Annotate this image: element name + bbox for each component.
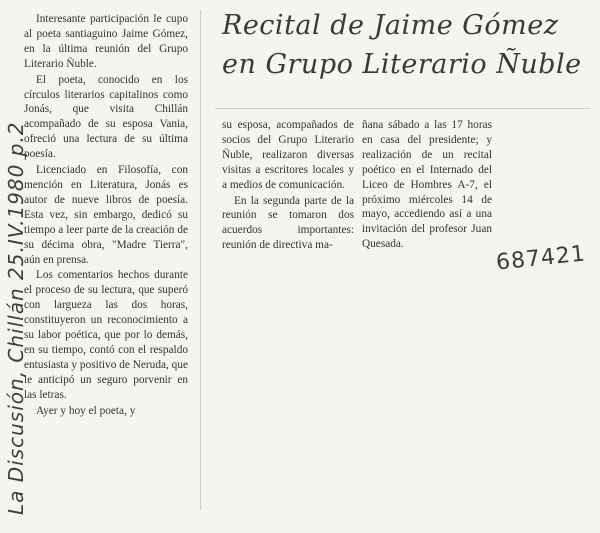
headline: Recital de Jaime Gómez en Grupo Literario Ñuble [222,10,582,81]
paragraph: Los comentarios hechos durante el proceso de su lectura, que superó con largueza las dos horas, constituyeron un reconocimiento a su labor poética, que por lo demás, en su tiempo, contó con el respaldo entusiasta y positivo de Neruda, que le anticipó un seguro porvenir en las letras. [24,269,188,401]
paragraph: Ayer y hoy el poeta, y [36,404,136,417]
handwritten-catalog-number: 687421 [494,241,588,276]
paragraph: su esposa, acompañados de socios del Grupo Literario Ñuble, realizaron diversas visitas a escritores locales y a medios de comunicación. [222,119,354,191]
paragraph: En la segunda parte de la reunión se tomaron dos acuerdos importantes: reunión de directiva ma- [222,194,354,252]
column-divider [200,10,201,510]
paragraph: ñana sábado a las 17 horas en casa del presidente; y realización de un recital poético en el Internado del Liceo de Hombres A-7, el próximo miércoles 14 de mayo, accediendo así a una invitación del profesor Juan Quesada. [362,119,492,251]
paragraph: Interesante participación le cupo al poeta santiaguino Jaime Gómez, en la última reunión del Grupo Literario Ñuble. [24,13,188,70]
paragraph: Licenciado en Filosofía, con mención en Literatura, Jonás es autor de nueve libros de poesía. Esta vez, sin embargo, dedicó su tiempo a leer parte de la creación de su décima obra, "Madre Tierra", aún en prensa. [24,164,188,266]
headline-divider [215,108,590,109]
article-column-1 [24,12,188,419]
article-column-3 [362,118,492,253]
paragraph: El poeta, conocido en los círculos literarios capitalinos como Jonás, que visita Chillán acompañado de su esposa Vania, ofreció una lectura de su última poesía. [24,73,188,161]
handwritten-source-note: La Discusión, Chillán 25.IV.1980 p.2 [4,121,28,515]
article-column-2 [222,118,354,254]
